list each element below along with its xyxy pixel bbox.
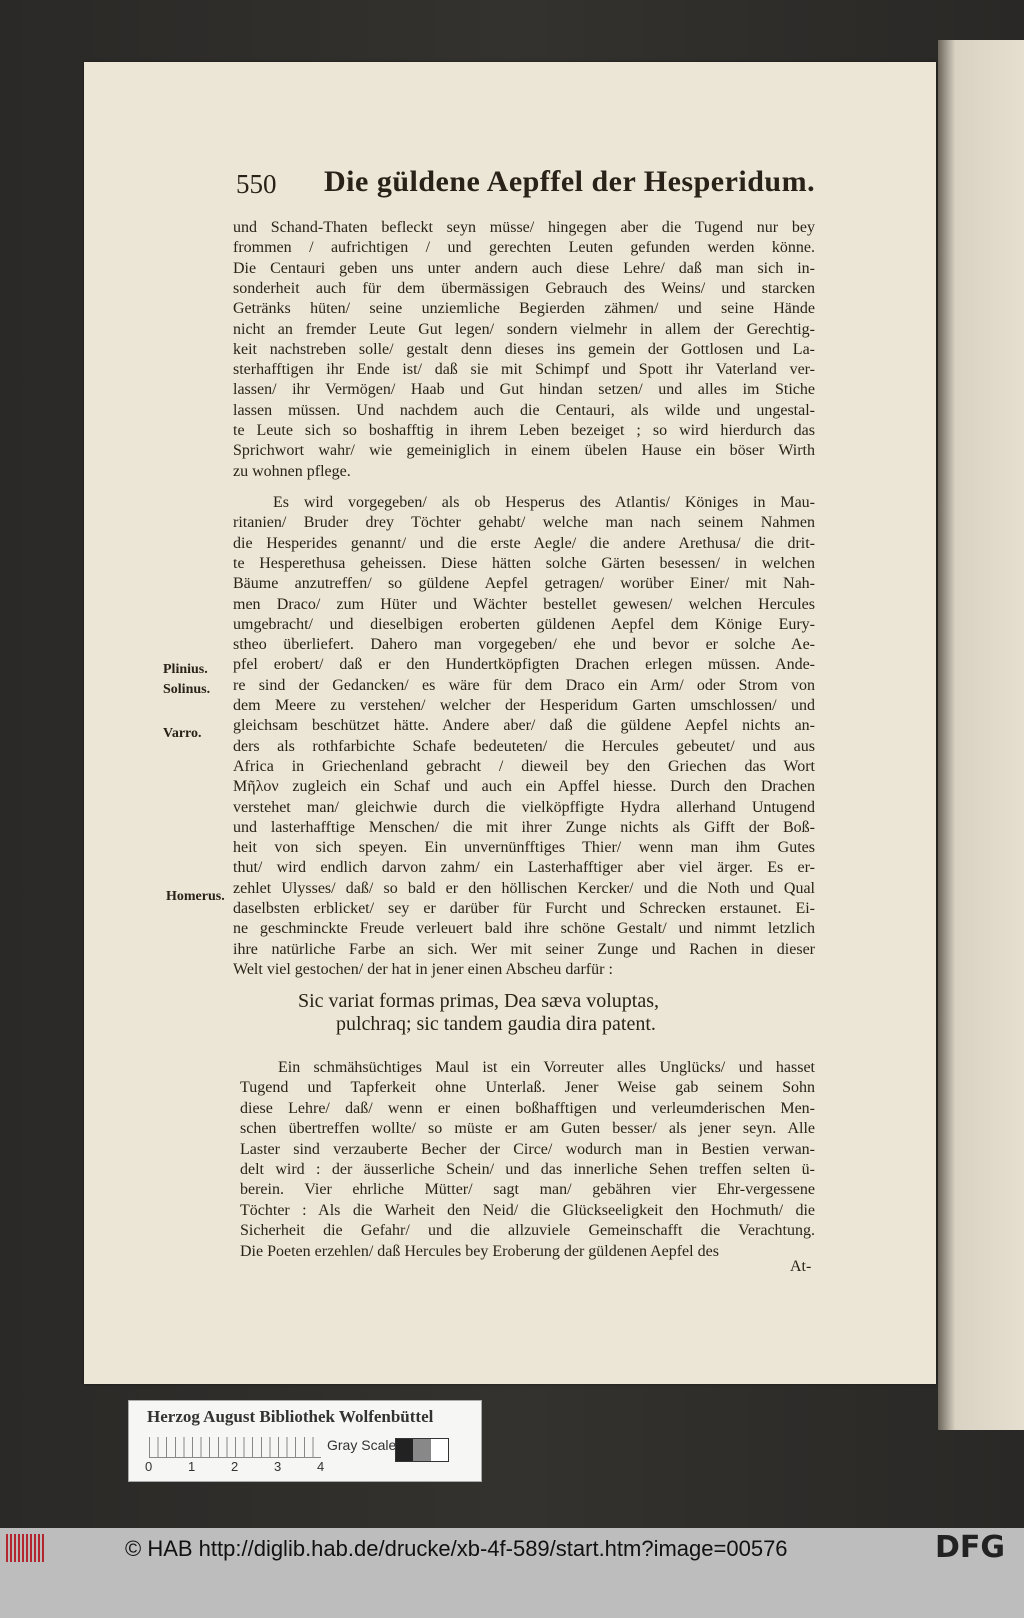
text-line: thut/ wird endlich darvon zahm/ ein Lasterhafftiger aber viel ärger. Es er- — [233, 859, 815, 877]
running-title: Die güldene Aepffel der Hesperidum. — [324, 165, 816, 198]
ruler-number: 4 — [317, 1459, 325, 1474]
margin-note: Solinus. — [163, 682, 211, 697]
dfg-logo: DFG — [935, 1530, 1006, 1565]
text-line: Es wird vorgegeben/ als ob Hesperus des Atlantis/ Königes in Mau- — [273, 494, 815, 511]
text-line: Töchter : Als die Warheit den Neid/ die Glückseeligkeit den Hochmuth/ die — [240, 1201, 815, 1219]
text-line: heit von sich speyen. Ein unvernünfftiges Thier/ wenn man ihm Gutes — [233, 839, 815, 857]
text-line: stheo überliefert. Dahero man vorgegeben/ ehe und bevor er solche Ae- — [233, 636, 815, 654]
gray-scale-swatch — [395, 1438, 449, 1462]
text-line: men Draco/ zum Hüter und Wächter bestellet gewesen/ welchen Hercules — [233, 595, 815, 613]
text-line: Bäume anzutreffen/ so güldene Aepfel getragen/ worüber Einer/ mit Nah- — [233, 575, 815, 593]
text-line: sonderheit auch für dem übermässigen Gebrauch des Weins/ und starcken — [233, 279, 815, 297]
margin-note: Homerus. — [166, 889, 225, 904]
text-line: sterhafftigen ihr Ende ist/ daß sie mit Schimpf und Spott ihr Vaterland ver- — [233, 361, 815, 379]
text-line: diese Lehre/ daß/ wenn er einen boßhafftigen und verleumderischen Men- — [240, 1099, 815, 1117]
footer-bar — [0, 1528, 1024, 1618]
text-line: lassen müssen. Und nachdem auch die Centauri, als wilde und ungestal- — [233, 401, 815, 419]
text-line: ihre natürliche Farbe an sich. Wer mit seiner Zunge und Rachen in dieser — [233, 940, 815, 958]
catchword: At- — [790, 1258, 812, 1275]
text-line: te Leute sich so boshafftig in ihrem Leben bezeiget ; so wird hierdurch das — [233, 422, 815, 439]
text-line: lassen/ ihr Vermögen/ Haab und Gut hindan setzen/ und alles im Stiche — [233, 381, 815, 399]
text-line: keit nachstreben solle/ gestalt denn dieses ins gemein der Gottlosen und La- — [233, 340, 815, 358]
text-line: Die Poeten erzehlen/ daß Hercules bey Eroberung der güldenen Aepfel des — [240, 1242, 719, 1260]
text-line: ritanien/ Bruder drey Töchter gehabt/ welche man nach seinem Nahmen — [233, 514, 815, 532]
text-line: Laster sind verzauberte Becher der Circe/ wodurch man in Bestien verwan- — [240, 1140, 815, 1158]
page-header — [232, 165, 832, 205]
text-line: zehlet Ulysses/ daß/ so bald er den höllischen Kercker/ und die Noth und Qual — [233, 879, 815, 897]
library-name: Herzog August Bibliothek Wolfenbüttel — [147, 1407, 434, 1426]
text-line: dem Meere zu verstehen/ welcher der Hesperidum Garten umschlossen/ und — [233, 697, 815, 714]
ruler-number: 1 — [188, 1459, 196, 1474]
text-line: Tugend und Tapferkeit ohne Unterlaß. Jener Weise gab seinem Sohn — [240, 1079, 815, 1097]
text-line: Welt viel gestochen/ der hat in jener einen Abscheu darfür : — [233, 960, 613, 978]
text-line: schen übertreffen wollte/ so müste er am Guten besser/ als jener seyn. Alle — [240, 1120, 815, 1138]
ruler-number: 3 — [274, 1459, 282, 1474]
copyright-url[interactable]: © HAB http://diglib.hab.de/drucke/xb-4f-589/start.htm?image=00576 — [125, 1536, 788, 1561]
text-line: daselbsten erblicket/ sey er darüber für Furcht und Schrecken erstaunet. Ei- — [233, 900, 815, 917]
text-line: Sprichwort wahr/ wie gemeiniglich in einem übelen Hause ein böser Wirth — [233, 442, 815, 460]
ruler — [149, 1437, 321, 1458]
margin-note: Varro. — [163, 726, 202, 741]
ruler-number: 2 — [231, 1459, 239, 1474]
hab-logo-icon — [6, 1534, 44, 1562]
text-line: umgebracht/ und dieselbigen eroberten güldenen Aepfel dem Könige Eury- — [233, 615, 815, 633]
text-line: berein. Vier ehrliche Mütter/ sagt man/ gebähren vier Ehr-vergessene — [240, 1181, 815, 1199]
text-line: Sicherheit die Gefahr/ und die allzuviele Gemeinschafft die Verachtung. — [240, 1222, 815, 1240]
text-line: verstehet man/ gleichwie durch die vielköpffigte Hydra allerhand Untugend — [233, 798, 815, 816]
verse-line: Sic variat formas primas, Dea sæva voluptas, — [298, 990, 660, 1012]
text-line: te Hesperethusa geheissen. Diese hätten solche Gärten besessen/ in welchen — [233, 554, 815, 572]
text-line: die Hesperides genannt/ und die erste Aegle/ die andere Arethusa/ die drit- — [233, 534, 815, 552]
text-line: und Schand-Thaten befleckt seyn müsse/ hingegen aber die Tugend nur bey — [233, 219, 815, 236]
text-line: Ein schmähsüchtiges Maul ist ein Vorreuter alles Unglücks/ und hasset — [278, 1059, 815, 1076]
text-line: frommen / aufrichtigen / und gerechten Leuten gefunden werden könne. — [233, 239, 815, 257]
gray-scale-label: Gray Scale — [327, 1437, 397, 1453]
text-line: Μῆλον zugleich ein Schaf und auch ein Apffel hiesse. Durch den Drachen — [233, 778, 815, 796]
text-line: re sind der Gedancken/ es wäre für dem Draco ein Arm/ oder Strom von — [233, 676, 815, 694]
text-line: nicht an fremder Leute Gut legen/ sondern vielmehr in allem der Gerechtig- — [233, 320, 815, 338]
facing-page-edge — [938, 40, 1024, 1430]
margin-note: Plinius. — [163, 662, 208, 677]
text-line: Getränks hüten/ seine unziemliche Begierden zähmen/ und seine Hände — [233, 300, 815, 318]
text-line: pfel erobert/ daß er den Hundertköpfigten Drachen erlegen müssen. Ande- — [233, 656, 815, 674]
text-line: Die Centauri geben uns unter andern auch diese Lehre/ daß man sich in- — [233, 259, 815, 277]
text-line: und lasterhafftige Menschen/ die mit ihrer Zunge nichts als Gifft der Boß- — [233, 818, 815, 836]
verse-line: pulchraq; sic tandem gaudia dira patent. — [336, 1013, 656, 1035]
text-line: ders als rothfarbichte Schafe bedeuteten/ die Hercules gebeutet/ und aus — [233, 737, 815, 755]
text-line: gleichsam beschützet hätte. Andere aber/ daß die güldene Aepfel nichts an- — [233, 717, 815, 735]
text-line: ne geschminckte Freude verleuert bald ihre schöne Gestalt/ und nimmt letzlich — [233, 920, 815, 938]
text-line: delt wird : der äusserliche Schein/ und das innerliche Sehen treffen selten ü- — [240, 1161, 815, 1178]
color-calibration-card — [128, 1400, 482, 1482]
text-line: Africa in Griechenland gebracht / dieweil bey den Griechen das Wort — [233, 757, 815, 775]
page-number: 550 — [236, 169, 277, 199]
ruler-number: 0 — [145, 1459, 153, 1474]
text-line: zu wohnen pflege. — [233, 462, 351, 480]
